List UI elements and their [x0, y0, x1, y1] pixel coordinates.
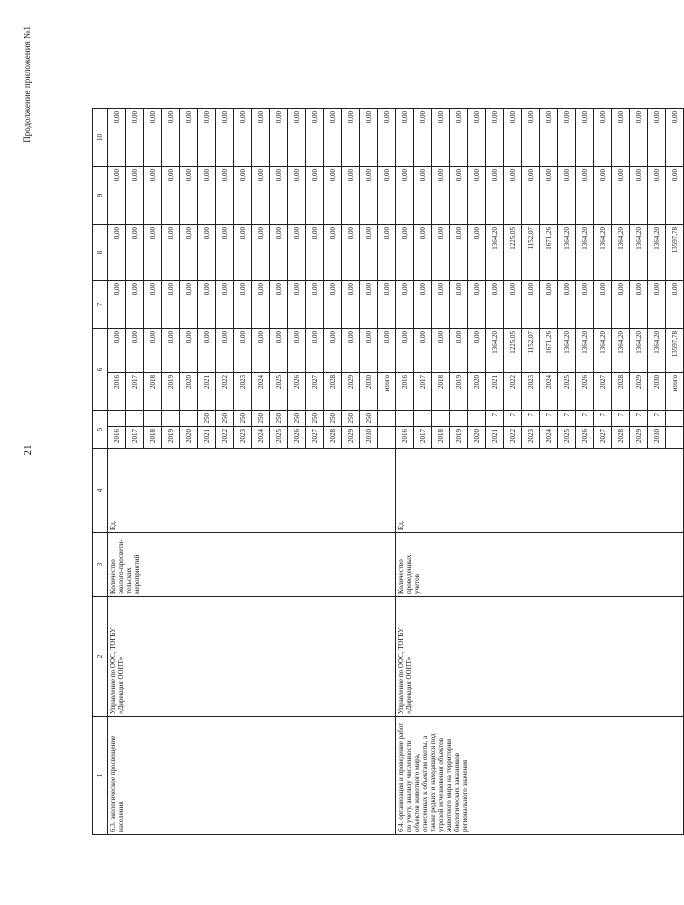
indicator-value-cell: 250 — [360, 411, 378, 427]
finance-cell: 0,00 — [576, 109, 594, 167]
indicator-year-cell: 2029 — [630, 427, 648, 449]
finance-year-cell: 2016 — [108, 373, 126, 411]
finance-cell: 0,00 — [324, 225, 342, 281]
finance-cell: 0,00 — [414, 281, 432, 329]
finance-cell: 0,00 — [198, 167, 216, 225]
finance-cell: 0,00 — [360, 225, 378, 281]
indicator-value-cell: 250 — [234, 411, 252, 427]
finance-total-cell: 1364,20 — [486, 329, 504, 373]
finance-cell: 0,00 — [504, 167, 522, 225]
indicator-value-cell: 7 — [612, 411, 630, 427]
finance-total-cell: 13597,78 — [666, 329, 684, 373]
finance-cell: 0,00 — [324, 167, 342, 225]
indicator-value-cell: 250 — [288, 411, 306, 427]
finance-year-cell: 2022 — [504, 373, 522, 411]
finance-cell: 0,00 — [306, 281, 324, 329]
finance-cell: 0,00 — [576, 167, 594, 225]
finance-cell: 0,00 — [234, 225, 252, 281]
finance-year-cell: 2026 — [576, 373, 594, 411]
finance-total-cell: 0,00 — [144, 329, 162, 373]
indicator-cell: Количество проведенных учетов — [396, 533, 684, 597]
finance-total-cell: 0,00 — [198, 329, 216, 373]
finance-cell: 0,00 — [396, 109, 414, 167]
finance-cell: 1364,20 — [594, 225, 612, 281]
finance-cell: 0,00 — [630, 109, 648, 167]
executor-cell: Управление по ООС, ТОГБУ «Дирекция ООПТ» — [396, 597, 684, 717]
header-cell: 6 — [93, 329, 108, 411]
finance-cell: 0,00 — [360, 109, 378, 167]
finance-cell: 0,00 — [450, 109, 468, 167]
finance-cell: 0,00 — [234, 167, 252, 225]
finance-total-cell: 1364,20 — [594, 329, 612, 373]
table-body — [93, 109, 684, 835]
finance-cell: 0,00 — [198, 281, 216, 329]
indicator-value-cell: 250 — [252, 411, 270, 427]
finance-cell: 0,00 — [180, 281, 198, 329]
finance-total-cell: 0,00 — [306, 329, 324, 373]
program-table — [92, 108, 684, 835]
finance-year-cell: 2027 — [594, 373, 612, 411]
finance-cell: 0,00 — [486, 109, 504, 167]
finance-cell: 0,00 — [162, 109, 180, 167]
finance-cell: 0,00 — [486, 281, 504, 329]
finance-cell: 0,00 — [468, 281, 486, 329]
finance-cell: 0,00 — [666, 109, 684, 167]
finance-cell: 0,00 — [252, 109, 270, 167]
finance-cell: 0,00 — [162, 225, 180, 281]
finance-cell: 0,00 — [126, 281, 144, 329]
indicator-value-cell — [450, 411, 468, 427]
finance-cell: 0,00 — [342, 225, 360, 281]
finance-cell: 0,00 — [558, 109, 576, 167]
finance-total-cell: 0,00 — [468, 329, 486, 373]
finance-cell: 0,00 — [378, 167, 396, 225]
finance-cell: 0,00 — [648, 109, 666, 167]
finance-cell: 0,00 — [306, 167, 324, 225]
indicator-value-cell — [126, 411, 144, 427]
finance-cell: 0,00 — [108, 225, 126, 281]
finance-year-cell: 2030 — [648, 373, 666, 411]
event-name-cell: 6.4. организация и проведение работ по учету, анализу численности объектов животного мира, отнесенных к объектам охоты, а также редких и находящихся под угрозой исчезновения объектов животного мира на территории биологических заказников регионального значения — [396, 717, 684, 835]
finance-total-cell: 0,00 — [162, 329, 180, 373]
indicator-value-cell — [162, 411, 180, 427]
finance-cell: 0,00 — [288, 225, 306, 281]
finance-cell: 1364,20 — [558, 225, 576, 281]
finance-total-cell: 0,00 — [450, 329, 468, 373]
finance-cell: 0,00 — [306, 225, 324, 281]
finance-cell: 0,00 — [306, 109, 324, 167]
indicator-year-cell: 2016 — [108, 427, 126, 449]
finance-cell: 1364,20 — [648, 225, 666, 281]
finance-cell: 0,00 — [360, 281, 378, 329]
finance-cell: 0,00 — [144, 225, 162, 281]
finance-cell: 0,00 — [432, 225, 450, 281]
finance-year-cell: 2029 — [630, 373, 648, 411]
finance-cell: 0,00 — [432, 109, 450, 167]
finance-year-cell: 2028 — [324, 373, 342, 411]
finance-cell: 0,00 — [576, 281, 594, 329]
finance-cell: 0,00 — [522, 281, 540, 329]
table-row — [396, 109, 414, 835]
finance-cell: 0,00 — [648, 167, 666, 225]
finance-cell: 0,00 — [504, 281, 522, 329]
indicator-value-cell: 7 — [486, 411, 504, 427]
finance-cell: 0,00 — [666, 167, 684, 225]
indicator-year-cell: 2024 — [252, 427, 270, 449]
finance-cell: 0,00 — [144, 167, 162, 225]
finance-cell: 0,00 — [216, 109, 234, 167]
finance-cell: 0,00 — [378, 109, 396, 167]
finance-year-cell: 2021 — [486, 373, 504, 411]
finance-total-cell: 0,00 — [360, 329, 378, 373]
finance-year-cell: 2024 — [540, 373, 558, 411]
finance-cell: 0,00 — [414, 225, 432, 281]
finance-cell: 0,00 — [270, 281, 288, 329]
finance-year-cell: 2027 — [306, 373, 324, 411]
indicator-year-cell: 2023 — [234, 427, 252, 449]
indicator-value-cell: 7 — [504, 411, 522, 427]
indicator-value-cell — [180, 411, 198, 427]
indicator-year-cell: 2018 — [144, 427, 162, 449]
indicator-value-cell — [468, 411, 486, 427]
finance-cell: 0,00 — [234, 109, 252, 167]
indicator-year-cell: 2028 — [612, 427, 630, 449]
finance-cell: 0,00 — [450, 225, 468, 281]
indicator-value-cell: 7 — [648, 411, 666, 427]
finance-cell: 0,00 — [594, 167, 612, 225]
finance-cell: 0,00 — [126, 225, 144, 281]
indicator-value-cell: 7 — [576, 411, 594, 427]
finance-cell: 1364,20 — [612, 225, 630, 281]
finance-total-cell: 0,00 — [180, 329, 198, 373]
finance-year-cell: 2026 — [288, 373, 306, 411]
finance-year-cell: итого — [666, 373, 684, 411]
finance-year-cell: 2018 — [432, 373, 450, 411]
finance-total-cell: 0,00 — [432, 329, 450, 373]
finance-cell: 1152,07 — [522, 225, 540, 281]
finance-cell: 0,00 — [216, 281, 234, 329]
indicator-year-cell — [666, 427, 684, 449]
executor-cell: Управление по ООС, ТОГБУ «Дирекция ООПТ» — [108, 597, 396, 717]
indicator-year-cell — [378, 427, 396, 449]
finance-cell: 0,00 — [666, 281, 684, 329]
finance-cell: 1364,20 — [486, 225, 504, 281]
unit-cell: Ед. — [396, 449, 684, 533]
indicator-value-cell: 250 — [324, 411, 342, 427]
indicator-value-cell — [396, 411, 414, 427]
finance-year-cell: итого — [378, 373, 396, 411]
header-cell: 9 — [93, 167, 108, 225]
finance-year-cell: 2023 — [522, 373, 540, 411]
finance-year-cell: 2023 — [234, 373, 252, 411]
indicator-year-cell: 2029 — [342, 427, 360, 449]
finance-cell: 0,00 — [270, 109, 288, 167]
finance-cell: 0,00 — [126, 109, 144, 167]
finance-cell: 0,00 — [126, 167, 144, 225]
indicator-year-cell: 2018 — [432, 427, 450, 449]
finance-total-cell: 0,00 — [342, 329, 360, 373]
finance-cell: 0,00 — [594, 281, 612, 329]
finance-cell: 0,00 — [288, 167, 306, 225]
finance-cell: 0,00 — [450, 167, 468, 225]
indicator-year-cell: 2026 — [288, 427, 306, 449]
finance-cell: 0,00 — [144, 109, 162, 167]
finance-total-cell: 0,00 — [126, 329, 144, 373]
finance-year-cell: 2017 — [126, 373, 144, 411]
indicator-year-cell: 2020 — [468, 427, 486, 449]
indicator-year-cell: 2025 — [558, 427, 576, 449]
indicator-value-cell: 7 — [540, 411, 558, 427]
indicator-value-cell: 7 — [522, 411, 540, 427]
finance-total-cell: 0,00 — [288, 329, 306, 373]
header-cell: 4 — [93, 449, 108, 533]
finance-cell: 0,00 — [630, 281, 648, 329]
finance-cell: 0,00 — [234, 281, 252, 329]
finance-year-cell: 2019 — [162, 373, 180, 411]
finance-cell: 0,00 — [108, 281, 126, 329]
finance-year-cell: 2029 — [342, 373, 360, 411]
indicator-year-cell: 2026 — [576, 427, 594, 449]
finance-cell: 0,00 — [162, 167, 180, 225]
finance-cell: 0,00 — [522, 109, 540, 167]
event-name-cell: 6.3. экологическое просвещение населения — [108, 717, 396, 835]
finance-total-cell: 1364,20 — [630, 329, 648, 373]
indicator-value-cell — [432, 411, 450, 427]
finance-cell: 1364,20 — [576, 225, 594, 281]
finance-year-cell: 2020 — [180, 373, 198, 411]
finance-total-cell: 1671,26 — [540, 329, 558, 373]
finance-year-cell: 2019 — [450, 373, 468, 411]
finance-cell: 0,00 — [324, 281, 342, 329]
indicator-year-cell: 2022 — [504, 427, 522, 449]
indicator-value-cell: 250 — [306, 411, 324, 427]
header-cell: 8 — [93, 225, 108, 281]
indicator-year-cell: 2021 — [486, 427, 504, 449]
finance-cell: 0,00 — [252, 225, 270, 281]
finance-cell: 1225,05 — [504, 225, 522, 281]
header-cell: 3 — [93, 533, 108, 597]
finance-total-cell: 0,00 — [270, 329, 288, 373]
header-cell: 10 — [93, 109, 108, 167]
finance-cell: 0,00 — [468, 109, 486, 167]
finance-cell: 0,00 — [342, 281, 360, 329]
finance-year-cell: 2018 — [144, 373, 162, 411]
finance-cell: 0,00 — [324, 109, 342, 167]
indicator-year-cell: 2025 — [270, 427, 288, 449]
finance-cell: 0,00 — [252, 167, 270, 225]
header-cell: 1 — [93, 717, 108, 835]
page-number: 21 — [22, 444, 34, 456]
finance-cell: 0,00 — [162, 281, 180, 329]
finance-year-cell: 2025 — [270, 373, 288, 411]
indicator-year-cell: 2016 — [396, 427, 414, 449]
indicator-year-cell: 2017 — [414, 427, 432, 449]
finance-year-cell: 2016 — [396, 373, 414, 411]
finance-cell: 0,00 — [288, 281, 306, 329]
indicator-year-cell: 2030 — [648, 427, 666, 449]
finance-cell: 0,00 — [558, 281, 576, 329]
finance-cell: 0,00 — [252, 281, 270, 329]
finance-cell: 0,00 — [414, 167, 432, 225]
finance-total-cell: 1152,07 — [522, 329, 540, 373]
finance-cell: 0,00 — [612, 167, 630, 225]
finance-cell: 0,00 — [414, 109, 432, 167]
finance-total-cell: 1364,20 — [612, 329, 630, 373]
indicator-year-cell: 2019 — [162, 427, 180, 449]
finance-cell: 0,00 — [342, 167, 360, 225]
indicator-year-cell: 2027 — [306, 427, 324, 449]
indicator-year-cell: 2021 — [198, 427, 216, 449]
finance-total-cell: 0,00 — [216, 329, 234, 373]
finance-cell: 1364,20 — [630, 225, 648, 281]
finance-total-cell: 1364,20 — [576, 329, 594, 373]
indicator-value-cell: 250 — [216, 411, 234, 427]
indicator-value-cell — [666, 411, 684, 427]
header-cell: 5 — [93, 411, 108, 449]
finance-year-cell: 2022 — [216, 373, 234, 411]
finance-cell: 0,00 — [378, 225, 396, 281]
finance-total-cell: 0,00 — [234, 329, 252, 373]
finance-cell: 0,00 — [396, 225, 414, 281]
finance-total-cell: 0,00 — [108, 329, 126, 373]
indicator-value-cell: 250 — [270, 411, 288, 427]
finance-cell: 0,00 — [144, 281, 162, 329]
finance-cell: 0,00 — [594, 109, 612, 167]
unit-cell: Ед. — [108, 449, 396, 533]
indicator-year-cell: 2030 — [360, 427, 378, 449]
finance-cell: 0,00 — [108, 167, 126, 225]
indicator-year-cell: 2022 — [216, 427, 234, 449]
finance-year-cell: 2017 — [414, 373, 432, 411]
finance-total-cell: 0,00 — [396, 329, 414, 373]
indicator-year-cell: 2028 — [324, 427, 342, 449]
indicator-cell: Количество эколого-просвети-тельских мероприятий — [108, 533, 396, 597]
indicator-value-cell — [378, 411, 396, 427]
finance-year-cell: 2025 — [558, 373, 576, 411]
finance-cell: 0,00 — [342, 109, 360, 167]
finance-year-cell: 2020 — [468, 373, 486, 411]
finance-year-cell: 2021 — [198, 373, 216, 411]
finance-cell: 0,00 — [180, 167, 198, 225]
indicator-value-cell: 250 — [342, 411, 360, 427]
finance-cell: 0,00 — [432, 167, 450, 225]
finance-cell: 0,00 — [522, 167, 540, 225]
finance-total-cell: 0,00 — [378, 329, 396, 373]
finance-cell: 0,00 — [450, 281, 468, 329]
header-row — [93, 109, 108, 835]
finance-cell: 0,00 — [540, 167, 558, 225]
finance-cell: 0,00 — [630, 167, 648, 225]
finance-cell: 0,00 — [396, 167, 414, 225]
finance-cell: 0,00 — [612, 109, 630, 167]
indicator-year-cell: 2023 — [522, 427, 540, 449]
finance-cell: 0,00 — [558, 167, 576, 225]
indicator-value-cell: 7 — [594, 411, 612, 427]
finance-cell: 0,00 — [648, 281, 666, 329]
finance-year-cell: 2028 — [612, 373, 630, 411]
indicator-value-cell — [144, 411, 162, 427]
finance-cell: 0,00 — [378, 281, 396, 329]
finance-total-cell: 1364,20 — [648, 329, 666, 373]
indicator-year-cell: 2017 — [126, 427, 144, 449]
finance-cell: 0,00 — [270, 225, 288, 281]
finance-cell: 0,00 — [216, 167, 234, 225]
table-row — [108, 109, 126, 835]
finance-cell: 0,00 — [540, 281, 558, 329]
finance-total-cell: 1225,05 — [504, 329, 522, 373]
finance-cell: 0,00 — [612, 281, 630, 329]
finance-cell: 0,00 — [216, 225, 234, 281]
finance-cell: 0,00 — [396, 281, 414, 329]
finance-cell: 0,00 — [432, 281, 450, 329]
finance-cell: 0,00 — [468, 225, 486, 281]
finance-cell: 1671,26 — [540, 225, 558, 281]
finance-total-cell: 0,00 — [252, 329, 270, 373]
indicator-value-cell: 7 — [630, 411, 648, 427]
indicator-year-cell: 2027 — [594, 427, 612, 449]
finance-year-cell: 2024 — [252, 373, 270, 411]
finance-total-cell: 0,00 — [324, 329, 342, 373]
finance-cell: 0,00 — [270, 167, 288, 225]
finance-total-cell: 1364,20 — [558, 329, 576, 373]
finance-cell: 0,00 — [180, 225, 198, 281]
header-cell: 2 — [93, 597, 108, 717]
finance-year-cell: 2030 — [360, 373, 378, 411]
finance-cell: 0,00 — [540, 109, 558, 167]
finance-total-cell: 0,00 — [414, 329, 432, 373]
finance-cell: 0,00 — [504, 109, 522, 167]
appendix-note: Продолжение приложения №1 — [22, 26, 32, 143]
indicator-year-cell: 2024 — [540, 427, 558, 449]
indicator-year-cell: 2019 — [450, 427, 468, 449]
finance-cell: 0,00 — [288, 109, 306, 167]
finance-cell: 0,00 — [486, 167, 504, 225]
finance-cell: 0,00 — [360, 167, 378, 225]
finance-cell: 0,00 — [198, 109, 216, 167]
finance-cell: 13597,78 — [666, 225, 684, 281]
indicator-year-cell: 2020 — [180, 427, 198, 449]
finance-cell: 0,00 — [468, 167, 486, 225]
indicator-value-cell — [414, 411, 432, 427]
header-cell: 7 — [93, 281, 108, 329]
indicator-value-cell: 250 — [198, 411, 216, 427]
finance-cell: 0,00 — [108, 109, 126, 167]
indicator-value-cell: 7 — [558, 411, 576, 427]
indicator-value-cell — [108, 411, 126, 427]
finance-cell: 0,00 — [180, 109, 198, 167]
finance-cell: 0,00 — [198, 225, 216, 281]
